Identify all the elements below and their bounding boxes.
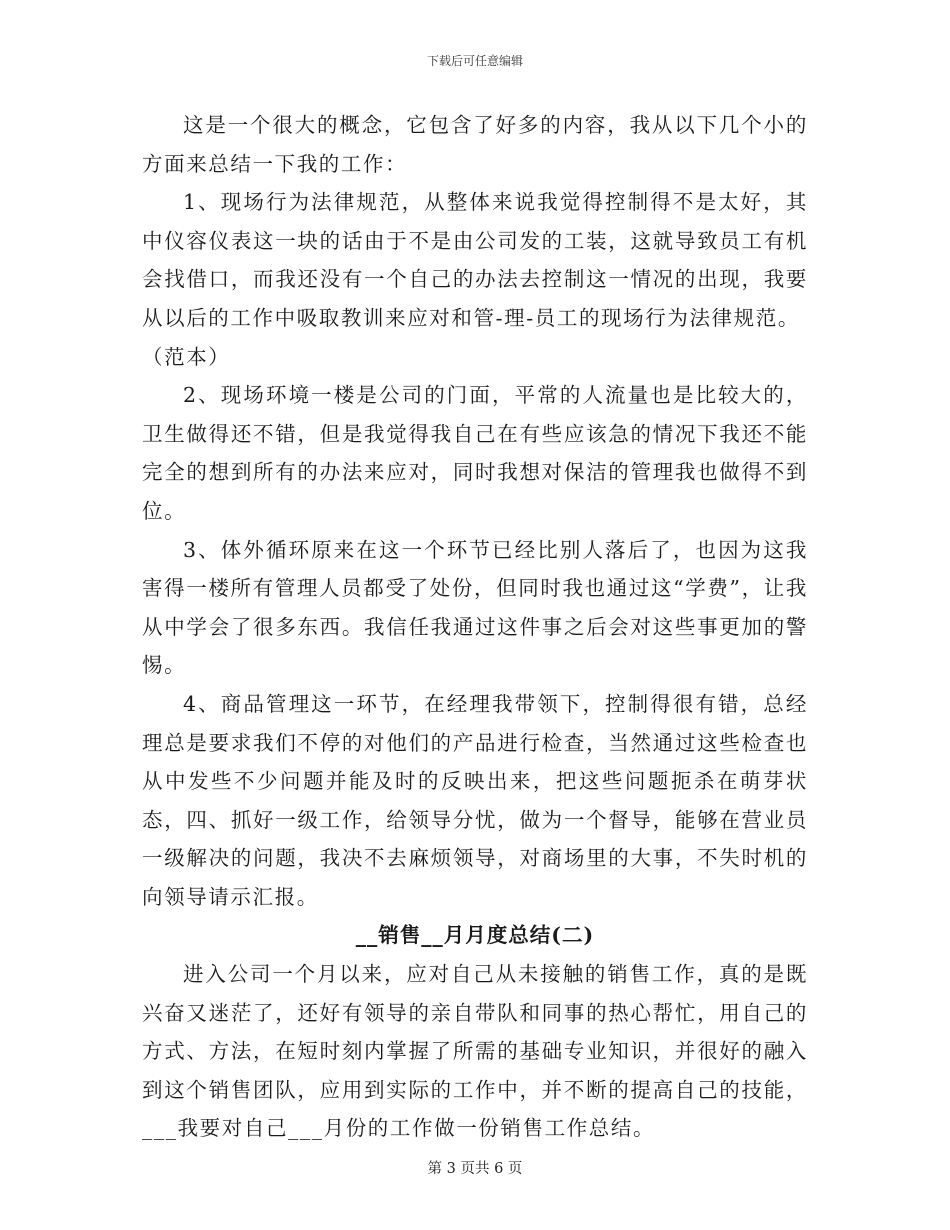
page-header: 下载后可任意编辑 bbox=[426, 54, 523, 68]
paragraph-item-4: 4、商品管理这一环节，在经理我带领下，控制得很有错，总经理总是要求我们不停的对他们的产品进行检查，当然通过这些检查也从中发些不少问题并能及时的反映出来，把这些问题扼杀在萌芽状态，四、抓好一级工作，给领导分忧，做为一个督导，能够在营业员一级解决的问题，我决不去麻烦领导，对商场里的大事，不失时机的向领导请示汇报。 bbox=[142, 691, 808, 909]
paragraph-intro: 这是一个很大的概念，它包含了好多的内容，我从以下几个小的方面来总结一下我的工作： bbox=[142, 113, 808, 176]
paragraph-sample-note: （范本） bbox=[142, 344, 231, 369]
section-title: __销售__月月度总结(二) bbox=[355, 923, 595, 948]
page-number: 第 3 页共 6 页 bbox=[427, 1161, 523, 1177]
paragraph-section-2-intro: 进入公司一个月以来，应对自己从未接触的销售工作，真的是既兴奋又迷茫了，还好有领导的亲自带队和同事的热心帮忙，用自己的方式、方法，在短时刻内掌握了所需的基础专业知识，并很好的融入到这个销售团队，应用到实际的工作中，并不断的提高自己的技能，___我要对自己___月份的工作做一份销售工作总结。 bbox=[142, 962, 808, 1141]
document-body bbox=[142, 106, 808, 1148]
paragraph-item-1: 1、现场行为法律规范，从整体来说我觉得控制得不是太好，其中仪容仪表这一块的话由于不是由公司发的工装，这就导致员工有机会找借口，而我还没有一个自己的办法去控制这一情况的出现，我要从以后的工作中吸取教训来应对和管-理-员工的现场行为法律规范。 bbox=[142, 190, 808, 330]
paragraph-item-2: 2、现场环境一楼是公司的门面，平常的人流量也是比较大的，卫生做得还不错，但是我觉得我自己在有些应该急的情况下我还不能完全的想到所有的办法来应对，同时我想对保洁的管理我也做得不到位。 bbox=[142, 383, 808, 523]
paragraph-item-3: 3、体外循环原来在这一个环节已经比别人落后了，也因为这我害得一楼所有管理人员都受了处份，但同时我也通过这“学费”，让我从中学会了很多东西。我信任我通过这件事之后会对这些事更加的警惕。 bbox=[142, 537, 808, 678]
